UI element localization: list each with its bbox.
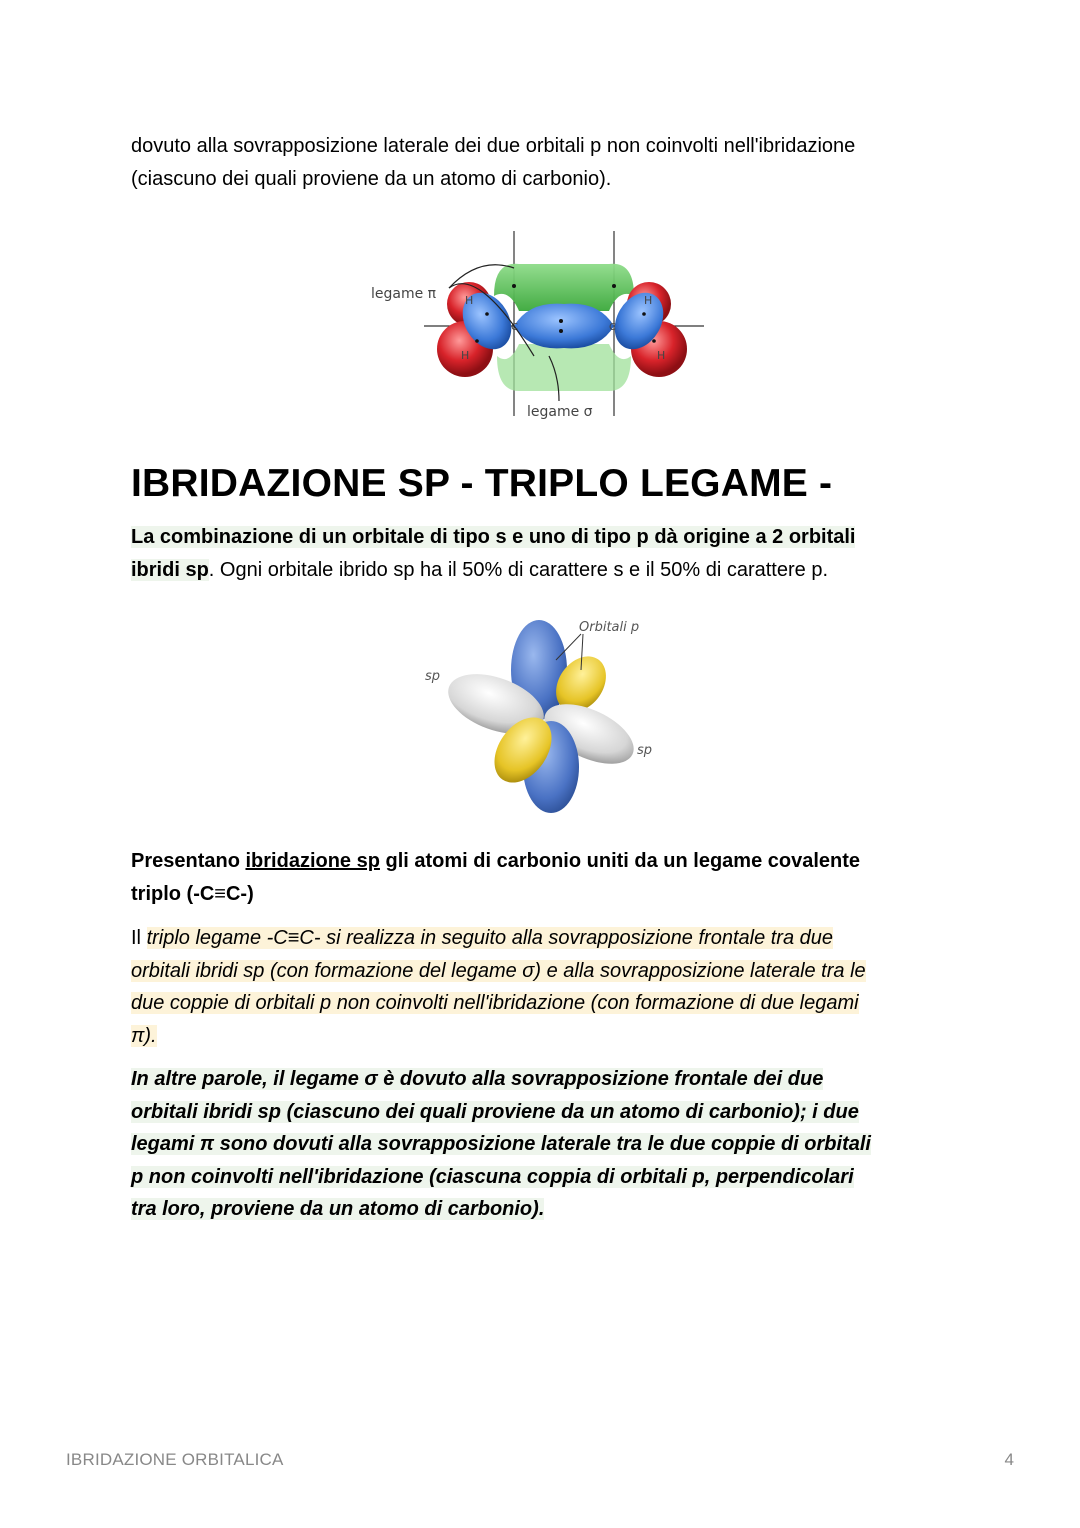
triple-bond-paragraph xyxy=(131,922,951,1052)
legame-pi-label: legame π xyxy=(371,286,437,302)
intro-line-1: dovuto alla sovrapposizione laterale dei due orbitali p non coinvolti nell'ibridazione xyxy=(131,135,856,157)
sp-label-right: sp xyxy=(637,743,653,758)
presentano-post: gli atomi di carbonio uniti da un legame covalente xyxy=(379,850,861,872)
definition-rest: . Ogni orbitale ibrido sp ha il 50% di carattere s e il 50% di carattere p. xyxy=(208,558,829,581)
ethene-pi-bond-figure xyxy=(369,226,709,426)
atom-label-c: C xyxy=(511,322,518,333)
summary-line-3: legami π sono dovuti alla sovrapposizione laterale tra le due coppie di orbitali xyxy=(131,1133,871,1155)
summary-line-2: orbitali ibridi sp (ciascuno dei quali proviene da un atomo di carbonio); i due xyxy=(131,1100,859,1123)
definition-bold-term: ibridi sp xyxy=(131,558,209,581)
footer-title: IBRIDAZIONE ORBITALICA xyxy=(66,1450,284,1469)
atom-label-h: H xyxy=(465,294,474,307)
section-title: IBRIDAZIONE SP - TRIPLO LEGAME - xyxy=(131,462,833,505)
atom-label-h: H xyxy=(461,349,470,362)
sp-orbitals-figure xyxy=(411,612,661,817)
ibridazione-sp-term: ibridazione sp xyxy=(245,850,380,872)
triple-line-3: due coppie di orbitali p non coinvolti nell'ibridazione (con formazione di due legami xyxy=(131,992,859,1014)
sp-label-left: sp xyxy=(425,669,441,684)
triple-prefix: Il xyxy=(131,927,147,949)
definition-bold-line-1: La combinazione di un orbitale di tipo s e uno di tipo p dà origine a 2 orbitali xyxy=(131,526,856,548)
triple-line-4: π). xyxy=(131,1024,157,1047)
pi-bond-lobe-bottom xyxy=(497,344,631,391)
definition-paragraph xyxy=(131,521,951,586)
atom-label-h: H xyxy=(657,349,666,362)
atom-label-h: H xyxy=(644,294,653,307)
summary-line-4: p non coinvolti nell'ibridazione (ciascuna coppia di orbitali p, perpendicolari xyxy=(131,1165,854,1188)
orbitali-p-label: Orbitali p xyxy=(579,620,640,635)
atom-label-c: C xyxy=(609,322,616,333)
intro-paragraph xyxy=(131,130,951,195)
presentano-line-2: triplo (-C≡C-) xyxy=(131,882,254,905)
presentano-paragraph xyxy=(131,845,951,910)
triple-line-1: triplo legame -C≡C- si realizza in seguito alla sovrapposizione frontale tra due xyxy=(146,927,834,949)
triple-line-2: orbitali ibridi sp (con formazione del legame σ) e alla sovrapposizione laterale tra le xyxy=(131,959,866,982)
summary-line-1: In altre parole, il legame σ è dovuto alla sovrapposizione frontale dei due xyxy=(131,1068,824,1090)
intro-line-2: (ciascuno dei quali proviene da un atomo di carbonio). xyxy=(131,167,612,190)
page-number: 4 xyxy=(1004,1450,1014,1469)
legame-sigma-label: legame σ xyxy=(527,404,593,420)
presentano-pre: Presentano xyxy=(131,850,246,872)
summary-paragraph xyxy=(131,1063,951,1226)
summary-line-5: tra loro, proviene da un atomo di carbonio). xyxy=(131,1198,545,1220)
